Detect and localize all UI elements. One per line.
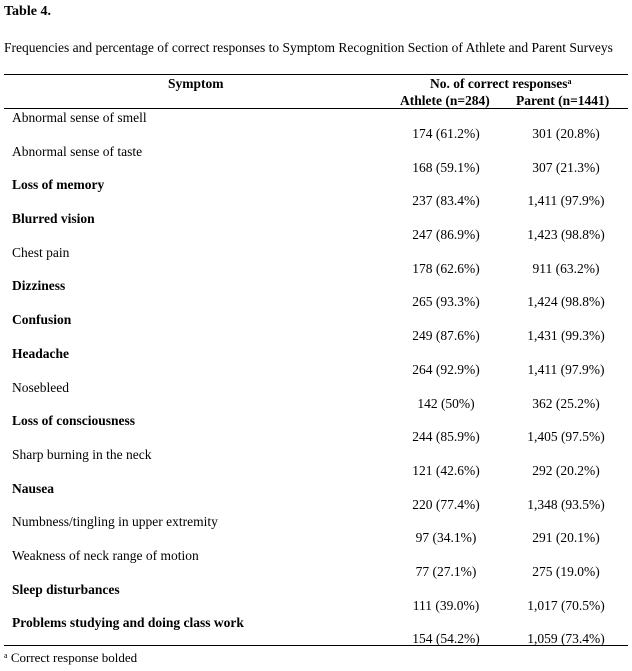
table-row [0, 311, 632, 345]
header-athlete: Athlete (n=284) [400, 93, 490, 108]
table-label: Table 4. [4, 4, 51, 19]
athlete-cell: 111 (39.0%) [412, 597, 480, 613]
parent-cell: 362 (25.2%) [532, 395, 600, 411]
parent-cell: 291 (20.1%) [532, 530, 600, 546]
table-row [0, 176, 632, 210]
athlete-cell: 249 (87.6%) [412, 328, 480, 344]
athlete-cell: 174 (61.2%) [412, 126, 480, 141]
symptom-cell: Chest pain [12, 244, 70, 260]
table-row [0, 446, 632, 480]
symptom-cell: Nausea [12, 480, 55, 496]
table-row [0, 277, 632, 311]
athlete-cell: 77 (27.1%) [415, 563, 477, 579]
athlete-cell: 121 (42.6%) [412, 462, 480, 478]
parent-cell: 1,017 (70.5%) [527, 597, 605, 613]
header-group-label: No. of correct responses [430, 76, 568, 91]
footnote-text: Correct response bolded [7, 650, 138, 665]
header-parent: Parent (n=1441) [516, 93, 610, 108]
parent-cell: 1,431 (99.3%) [527, 328, 605, 344]
symptom-cell: Numbness/tingling in upper extremity [12, 514, 218, 530]
header-symptom: Symptom [168, 76, 224, 91]
athlete-cell: 154 (54.2%) [412, 631, 480, 647]
symptom-cell: Loss of memory [12, 177, 105, 193]
athlete-cell: 220 (77.4%) [412, 496, 480, 512]
symptom-cell: Abnormal sense of taste [12, 143, 143, 159]
parent-cell: 1,423 (98.8%) [527, 227, 605, 243]
parent-cell: 275 (19.0%) [532, 563, 600, 579]
symptom-cell: Weakness of neck range of motion [12, 547, 199, 563]
athlete-cell: 244 (85.9%) [412, 429, 480, 445]
header-footnote-marker: a [567, 77, 572, 86]
symptom-cell: Sleep disturbances [12, 581, 120, 597]
parent-cell: 1,411 (97.9%) [527, 361, 605, 377]
table-row [0, 244, 632, 278]
symptom-cell: Blurred vision [12, 211, 95, 227]
top-rule [4, 74, 628, 75]
bottom-rule [4, 645, 628, 646]
athlete-cell: 264 (92.9%) [412, 361, 480, 377]
symptom-cell: Confusion [12, 312, 72, 328]
parent-cell: 301 (20.8%) [532, 126, 600, 141]
symptom-cell: Problems studying and doing class work [12, 615, 244, 631]
athlete-cell: 247 (86.9%) [412, 227, 480, 243]
table-body [0, 109, 632, 648]
athlete-cell: 97 (34.1%) [415, 530, 477, 546]
parent-cell: 1,424 (98.8%) [527, 294, 605, 310]
parent-cell: 1,405 (97.5%) [527, 429, 605, 445]
table-row [0, 210, 632, 244]
parent-cell: 1,059 (73.4%) [527, 631, 605, 647]
table-row [0, 547, 632, 581]
table-row [0, 379, 632, 413]
symptom-cell: Loss of consciousness [12, 413, 136, 429]
parent-cell: 1,411 (97.9%) [527, 193, 605, 209]
symptom-cell: Headache [12, 345, 69, 361]
table-row [0, 614, 632, 648]
table-row [0, 480, 632, 514]
header-correct-responses [430, 76, 571, 92]
footnote [4, 650, 137, 666]
table-caption: Frequencies and percentage of correct responses to Symptom Recognition Section of Athlete and Parent Surveys [4, 40, 613, 55]
athlete-cell: 168 (59.1%) [412, 159, 480, 175]
table-row [0, 513, 632, 547]
symptom-cell: Sharp burning in the neck [12, 446, 152, 462]
parent-cell: 307 (21.3%) [532, 159, 600, 175]
table-row [0, 581, 632, 615]
athlete-cell: 265 (93.3%) [412, 294, 480, 310]
table-row [0, 109, 632, 143]
footnote-marker: a [4, 651, 8, 660]
symptom-cell: Abnormal sense of smell [12, 110, 147, 125]
athlete-cell: 237 (83.4%) [412, 193, 480, 209]
symptom-cell: Nosebleed [12, 379, 69, 395]
athlete-cell: 142 (50%) [417, 395, 475, 411]
table-row [0, 345, 632, 379]
symptom-cell: Dizziness [12, 278, 66, 294]
table-row [0, 143, 632, 177]
athlete-cell: 178 (62.6%) [412, 260, 480, 276]
parent-cell: 292 (20.2%) [532, 462, 600, 478]
parent-cell: 911 (63.2%) [532, 260, 600, 276]
parent-cell: 1,348 (93.5%) [527, 496, 605, 512]
table-row [0, 412, 632, 446]
